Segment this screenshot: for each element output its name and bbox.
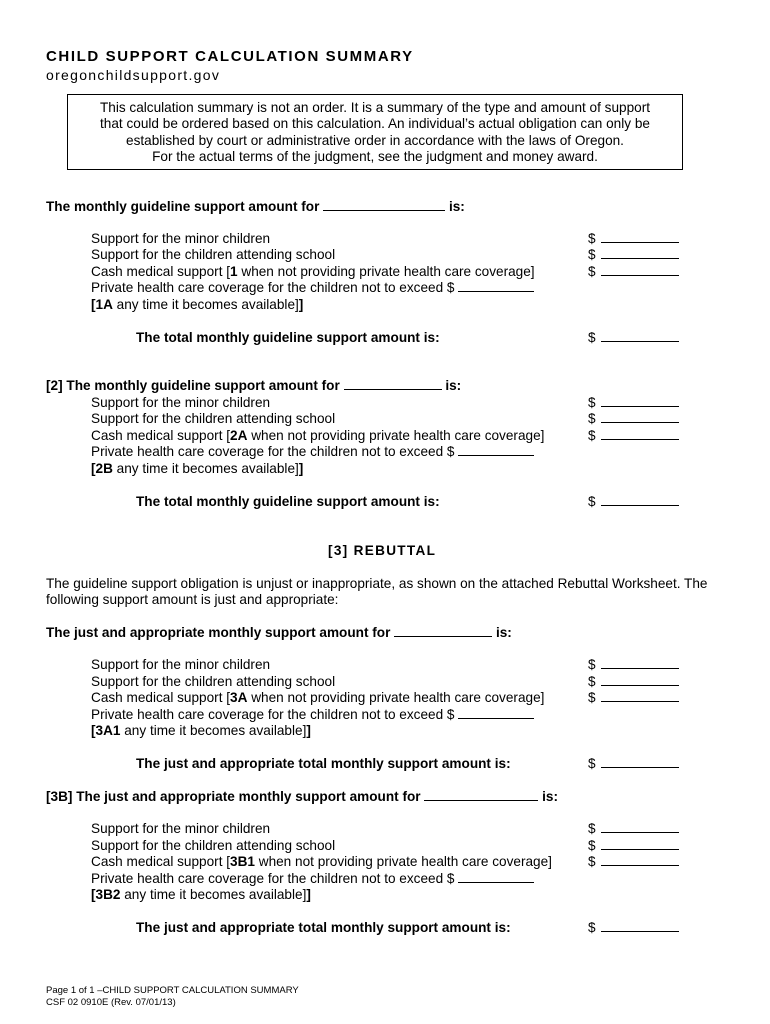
total-label: The just and appropriate total monthly support amount is: [136, 920, 511, 935]
private-health-field[interactable] [458, 707, 534, 719]
amount-field[interactable]: $ [588, 231, 679, 246]
section1-heading: The monthly guideline support amount for is: [46, 199, 465, 214]
rebuttal-paragraph: The guideline support obligation is unjust or inappropriate, as shown on the attached Rebuttal Worksheet. The following support amount is just and appropriate: [46, 576, 708, 608]
private-health-field[interactable] [458, 871, 534, 883]
total-amount-field[interactable]: $ [588, 494, 679, 509]
amount-field[interactable]: $ [588, 657, 679, 672]
minor-children-label: Support for the minor children [91, 821, 271, 836]
cash-medical-label: Cash medical support [3B1 when not providing private health care coverage] [91, 854, 552, 869]
cash-medical-label: Cash medical support [1 when not providing private health care coverage] [91, 264, 535, 279]
private-health-field[interactable] [458, 280, 534, 292]
total-label: The total monthly guideline support amount is: [136, 494, 440, 509]
amount-field[interactable]: $ [588, 838, 679, 853]
available-label: [2B any time it becomes available]] [91, 461, 304, 476]
total-amount-field[interactable]: $ [588, 330, 679, 345]
name-field[interactable] [424, 789, 538, 801]
available-label: [1A any time it becomes available]] [91, 297, 304, 312]
private-health-label: Private health care coverage for the children not to exceed $ [91, 444, 534, 459]
amount-field[interactable]: $ [588, 690, 679, 705]
available-label: [3B2 any time it becomes available]] [91, 887, 311, 902]
private-health-field[interactable] [458, 444, 534, 456]
cash-medical-label: Cash medical support [2A when not providing private health care coverage] [91, 428, 545, 443]
notice-line: For the actual terms of the judgment, see the judgment and money award. [152, 148, 598, 164]
amount-field[interactable]: $ [588, 854, 679, 869]
site-url: oregonchildsupport.gov [46, 67, 221, 83]
name-field[interactable] [344, 378, 442, 390]
total-amount-field[interactable]: $ [588, 756, 679, 771]
school-children-label: Support for the children attending school [91, 247, 336, 262]
amount-field[interactable]: $ [588, 674, 679, 689]
amount-field[interactable]: $ [588, 264, 679, 279]
school-children-label: Support for the children attending school [91, 674, 336, 689]
notice-line: established by court or administrative order in accordance with the laws of Oregon. [126, 132, 624, 148]
minor-children-label: Support for the minor children [91, 231, 271, 246]
section3a-heading: The just and appropriate monthly support amount for is: [46, 625, 512, 640]
private-health-label: Private health care coverage for the children not to exceed $ [91, 280, 534, 295]
private-health-label: Private health care coverage for the children not to exceed $ [91, 871, 534, 886]
section2-heading: [2] The monthly guideline support amount for is: [46, 378, 462, 393]
available-label: [3A1 any time it becomes available]] [91, 723, 311, 738]
page-title: CHILD SUPPORT CALCULATION SUMMARY [46, 48, 414, 65]
notice-box [67, 94, 683, 170]
amount-field[interactable]: $ [588, 821, 679, 836]
rebuttal-title: [3] REBUTTAL [328, 543, 437, 558]
cash-medical-label: Cash medical support [3A when not providing private health care coverage] [91, 690, 545, 705]
school-children-label: Support for the children attending school [91, 838, 336, 853]
name-field[interactable] [323, 199, 445, 211]
total-amount-field[interactable]: $ [588, 920, 679, 935]
minor-children-label: Support for the minor children [91, 395, 271, 410]
notice-line: that could be ordered based on this calculation. An individual’s actual obligation can only be [100, 116, 650, 132]
section3b-heading: [3B] The just and appropriate monthly support amount for is: [46, 789, 559, 804]
total-label: The just and appropriate total monthly support amount is: [136, 756, 511, 771]
total-label: The total monthly guideline support amount is: [136, 330, 440, 345]
amount-field[interactable]: $ [588, 411, 679, 426]
amount-field[interactable]: $ [588, 428, 679, 443]
page-footer: Page 1 of 1 –CHILD SUPPORT CALCULATION SUMMARY CSF 02 0910E (Rev. 07/01/13) [46, 985, 299, 1008]
minor-children-label: Support for the minor children [91, 657, 271, 672]
notice-line: This calculation summary is not an order. It is a summary of the type and amount of support [99, 100, 651, 115]
amount-field[interactable]: $ [588, 395, 679, 410]
private-health-label: Private health care coverage for the children not to exceed $ [91, 707, 534, 722]
amount-field[interactable]: $ [588, 247, 679, 262]
name-field[interactable] [394, 625, 492, 637]
school-children-label: Support for the children attending school [91, 411, 336, 426]
